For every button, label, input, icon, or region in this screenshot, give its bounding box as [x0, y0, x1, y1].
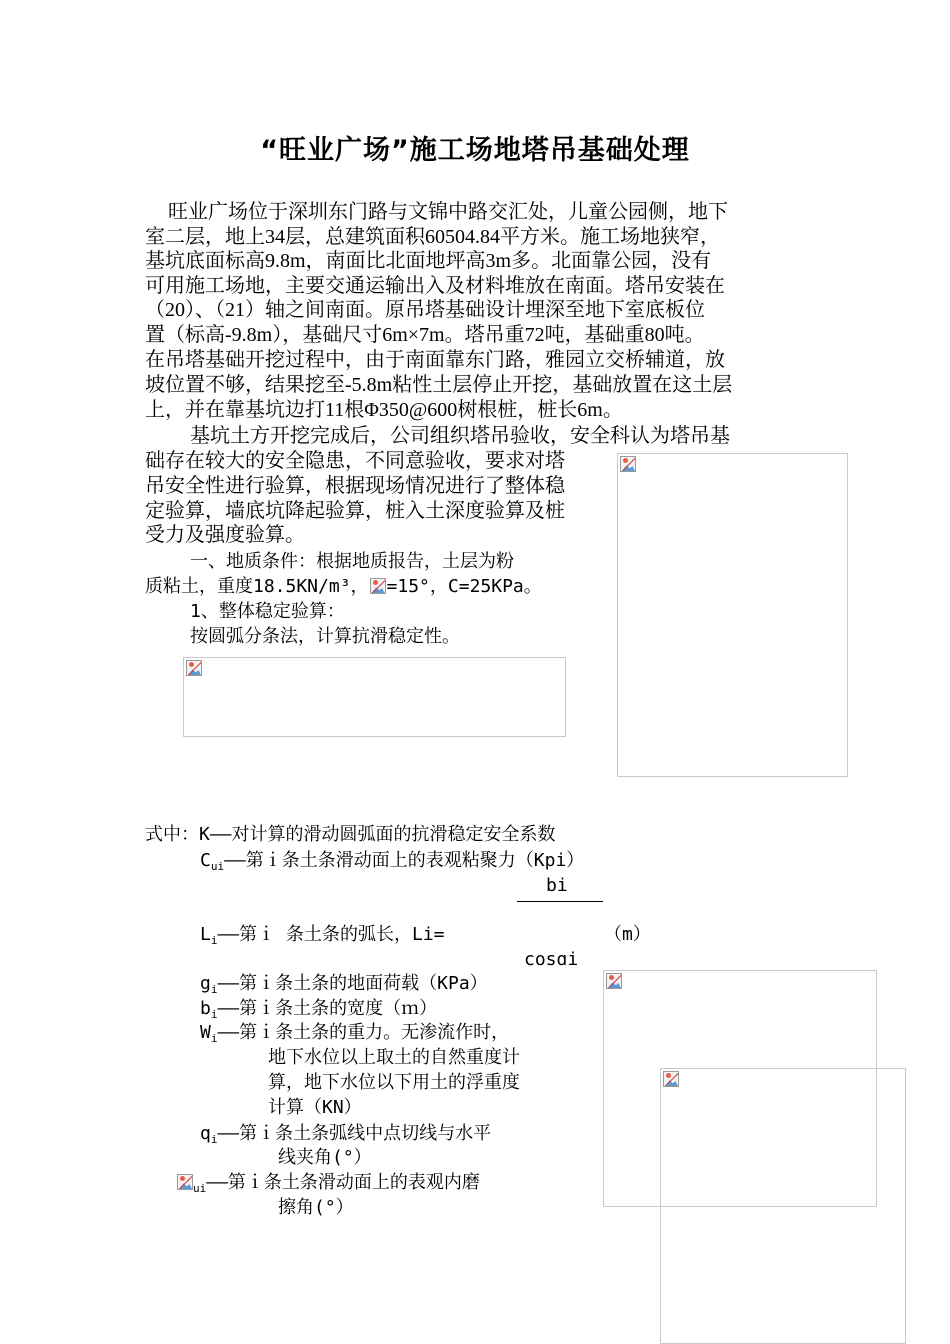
- c-subscript: ui: [210, 860, 225, 873]
- w-subscript: i: [210, 1032, 218, 1045]
- l-subscript: i: [210, 934, 218, 947]
- g-symbol: g: [200, 973, 211, 994]
- geology-line-1: 一、地质条件：根据地质报告，土层为粉: [190, 551, 514, 572]
- g-subscript: i: [210, 983, 218, 996]
- def-w-cont-3: 计算（KN）: [268, 1097, 362, 1118]
- geology-line-2: [145, 574, 542, 599]
- w-description: ——第ｉ条土条的重力。无渗流作时，: [217, 1022, 510, 1043]
- c-description: ——第ｉ条土条滑动面上的表观粘聚力（Kpi）: [224, 850, 585, 871]
- l-description: ——第ｉ 条土条的弧长，Li=: [217, 924, 445, 945]
- l-unit: （m）: [604, 924, 651, 945]
- phi-description: ——第ｉ条土条滑动面上的表观内磨: [206, 1172, 480, 1193]
- geology-friction-text: =15°，C=25KPa。: [386, 576, 542, 597]
- def-q-cont: 线夹角(°）: [278, 1147, 372, 1168]
- def-l-line: [200, 922, 445, 953]
- acceptance-line-5: 受力及强度验算。: [145, 524, 305, 546]
- broken-image-icon: [606, 973, 622, 989]
- q-description: ——第ｉ条土条弧线中点切线与水平: [217, 1123, 492, 1144]
- broken-image-icon: [663, 1071, 679, 1087]
- b-subscript: i: [210, 1008, 218, 1021]
- fraction-numerator: bi: [546, 875, 568, 896]
- def-w-cont-2: 算，地下水位以下用土的浮重度: [268, 1072, 520, 1093]
- c-symbol: C: [200, 850, 211, 871]
- w-symbol: W: [200, 1022, 211, 1043]
- acceptance-line-1: 基坑土方开挖完成后，公司组织塔吊验收，安全科认为塔吊基: [190, 425, 730, 447]
- page-title: “旺业广场”施工场地塔吊基础处理: [260, 135, 690, 166]
- intro-line-7: 在吊塔基础开挖过程中，由于南面靠东门路，雅园立交桥辅道，放: [145, 349, 725, 371]
- intro-line-1: 旺业广场位于深圳东门路与文锦中路交汇处，儿童公园侧，地下: [168, 201, 728, 223]
- acceptance-line-3: 吊安全性进行验算，根据现场情况进行了整体稳: [145, 475, 565, 497]
- intro-line-5: （20）、（21）轴之间南面。原吊塔基础设计埋深至地下室底板位: [145, 299, 705, 321]
- formula-image: [183, 657, 566, 737]
- acceptance-line-4: 定验算，墙底坑降起验算，桩入土深度验算及桩: [145, 500, 565, 522]
- def-w-cont-1: 地下水位以上取土的自然重度计: [268, 1047, 520, 1068]
- intro-line-4: 可用施工场地，主要交通运输出入及材料堆放在南面。塔吊安装在: [145, 275, 725, 297]
- section-1-method: 按圆弧分条法，计算抗滑稳定性。: [190, 626, 460, 647]
- q-subscript: i: [210, 1133, 218, 1146]
- phi-symbol-image-icon: [177, 1174, 193, 1190]
- def-c-line: [200, 848, 584, 879]
- fraction-bar: [517, 901, 603, 902]
- section-figure-image: [660, 1068, 906, 1344]
- intro-line-2: 室二层，地上34层，总建筑面积60504.84平方米。施工场地狭窄，: [145, 226, 720, 248]
- l-symbol: L: [200, 924, 211, 945]
- fraction-denominator: cosɑi: [524, 949, 579, 970]
- intro-line-6: 置（标高-9.8m），基础尺寸6m×7m。塔吊重72吨，基础重80吨。: [145, 324, 705, 346]
- intro-line-8: 坡位置不够，结果挖至-5.8m粘性土层停止开挖，基础放置在这土层: [145, 374, 733, 396]
- acceptance-line-2: 础存在较大的安全隐患，不同意验收，要求对塔: [145, 450, 565, 472]
- b-symbol: b: [200, 998, 211, 1019]
- phi-subscript: ui: [193, 1182, 207, 1195]
- def-phi-cont: 擦角(°）: [278, 1197, 354, 1218]
- section-1-heading: 1、整体稳定验算：: [190, 601, 345, 622]
- phi-symbol-image-icon: [370, 578, 386, 594]
- b-description: ——第ｉ条土条的宽度（ｍ）: [217, 998, 438, 1019]
- broken-image-icon: [620, 456, 636, 472]
- q-symbol: q: [200, 1123, 211, 1144]
- geology-weight-text: 质粘土，重度18.5KN/m³，: [145, 576, 369, 597]
- g-description: ——第ｉ条土条的地面荷载（KPa）: [217, 973, 488, 994]
- intro-line-3: 基坑底面标高9.8m，南面比北面地坪高3m多。北面靠公园，没有: [145, 250, 712, 272]
- crane-figure-image: [617, 453, 848, 777]
- intro-line-9: 上，并在靠基坑边打11根Φ350@600树根桩，桩长6m。: [145, 399, 623, 421]
- def-k-line: 式中：K——对计算的滑动圆弧面的抗滑稳定安全系数: [145, 824, 556, 845]
- broken-image-icon: [186, 660, 202, 676]
